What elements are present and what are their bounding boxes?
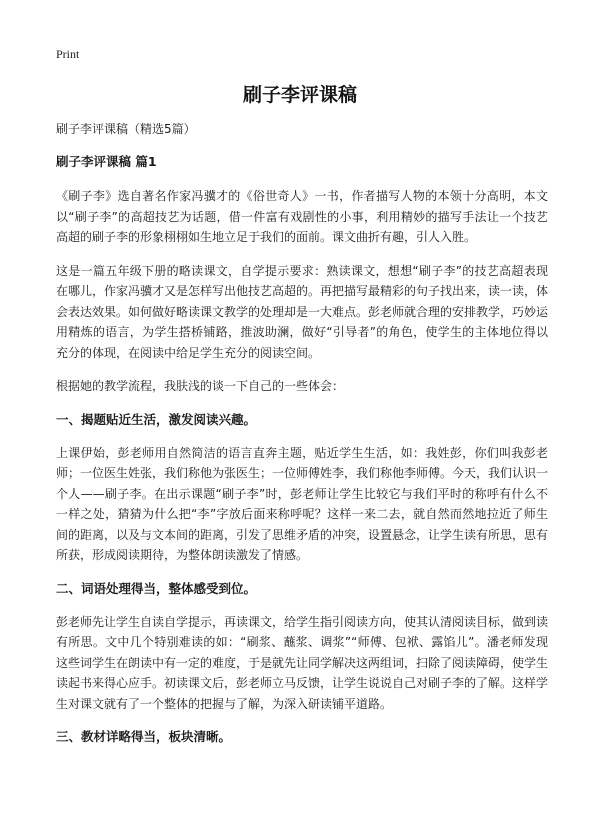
section-title: 刷子李评课稿 篇1 xyxy=(56,154,157,169)
article-body xyxy=(56,152,548,760)
paragraph-heading-1: 上课伊始，彭老师用自然简洁的语言直奔主题，贴近学生生活，如：我姓彭，你们叫我彭老师；一位医生姓张，我们称他为张医生；一位师傅姓李，我们称他李师傅。今天，我们认识一个人——刷子李。在出示课题“刷子李”时，彭老师让学生比较它与我们平时的称呼有什么不一样之处，猜猜为什么把“李”字放后面来称呼呢？这样一来二去，就自然而然地拉近了师生间的距离，以及与文本间的距离，引发了思维矛盾的冲突，设置悬念，让学生读有所思，思有所获，形成阅读期待，为整体朗读激发了情感。 xyxy=(56,445,549,562)
paragraph-intro: 《刷子李》选自著名作家冯骥才的《俗世奇人》一书，作者描写人物的本领十分高明，本文以“刷子李”的高超技艺为话题，借一件富有戏剧性的小事，利用精妙的描写手法让一个技艺高超的刷子李的形象栩栩如生地立足于我们的面前。课文曲折有趣，引人入胜。 xyxy=(56,189,548,244)
heading-2: 二、词语处理得当，整体感受到位。 xyxy=(56,580,257,596)
document-subtitle: 刷子李评课稿（精选5篇） xyxy=(56,122,196,136)
heading-3: 三、教材详略得当，板块清晰。 xyxy=(56,729,232,744)
page-title: 刷子李评课稿 xyxy=(242,84,357,106)
paragraph-transition: 根据她的教学流程，我肤浅的谈一下自己的一些体会： xyxy=(56,379,345,393)
paragraph-overview: 这是一篇五年级下册的略读课文，自学提示要求：熟读课文，想想“刷子李”的技艺高超表现在哪儿，作家冯骥才又是怎样写出他技艺高超的。再把描写最精彩的句子找出来，读一读，体会表达效果。如何做好略读课文教学的处理却是一大难点。彭老师就合理的安排教学，巧妙运用精炼的语言，为学生搭桥铺路，推波助澜，做好“引导者”的角色，使学生的主体地位得以充分的体现，在阅读中给足学生充分的阅读空间。 xyxy=(56,263,549,360)
heading-1: 一、揭题贴近生活，激发阅读兴趣。 xyxy=(56,411,257,427)
paragraph-heading-2: 彭老师先让学生自读自学提示，再读课文，给学生指引阅读方向，使其认清阅读目标，做到读有所思。文中几个特别难读的如：“刷浆、蘸浆、调浆”“师傅、包袱、露馅儿”。潘老师发现这些词学生在朗读中有一定的难度，于是就先让同学解决这两组词，扫除了阅读障碍，使学生读起书来得心应手。初读课文后，彭老师立马反馈，让学生说说自己对刷子李的了解。这样学生对课文就有了一个整体的把握与了解，为深入研读铺平道路。 xyxy=(56,614,549,711)
print-link[interactable]: Print xyxy=(56,47,80,61)
